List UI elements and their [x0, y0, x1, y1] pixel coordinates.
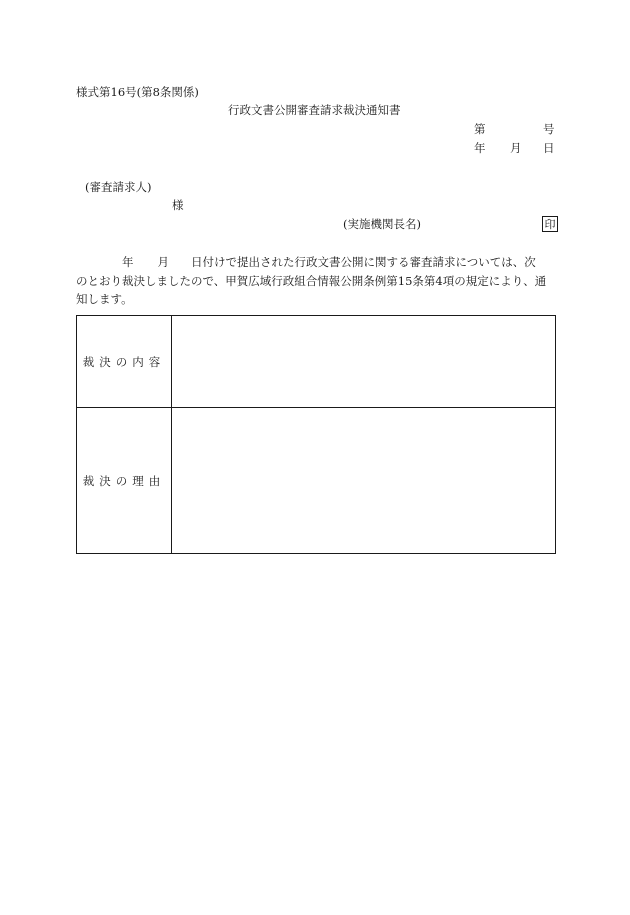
- agency-head-label: (実施機関長名): [343, 217, 421, 231]
- decision-content-row: [77, 316, 555, 408]
- decision-content-label: 裁決の内容: [77, 316, 172, 407]
- number-prefix: 第: [474, 122, 486, 136]
- date-day-label: 日: [543, 141, 555, 155]
- decision-table: [76, 315, 556, 554]
- body-month: 月: [157, 255, 169, 269]
- body-paragraph: [76, 253, 558, 309]
- decision-reason-field[interactable]: [172, 408, 555, 553]
- honorific: 様: [172, 198, 184, 212]
- body-line-3: 知します。: [76, 292, 133, 306]
- form-number: 様式第16号(第8条関係): [76, 85, 199, 99]
- decision-reason-row: [77, 408, 555, 553]
- date-month-label: 月: [510, 141, 522, 155]
- body-line-2: のとおり裁決しましたので、甲賀広域行政組合情報公開条例第15条第4項の規定により、通: [76, 273, 547, 288]
- body-line1-text: 日付けで提出された行政文書公開に関する審査請求については、次: [191, 255, 536, 269]
- document-title: 行政文書公開審査請求裁決通知書: [228, 103, 401, 117]
- decision-content-field[interactable]: [172, 316, 555, 407]
- number-suffix: 号: [543, 122, 555, 136]
- requester-label: (審査請求人): [85, 180, 152, 194]
- body-year: 年: [122, 255, 134, 269]
- decision-reason-label: 裁決の理由: [77, 408, 172, 553]
- body-line-1: [76, 253, 558, 272]
- date-year-label: 年: [474, 141, 486, 155]
- seal-mark: 印: [542, 216, 558, 232]
